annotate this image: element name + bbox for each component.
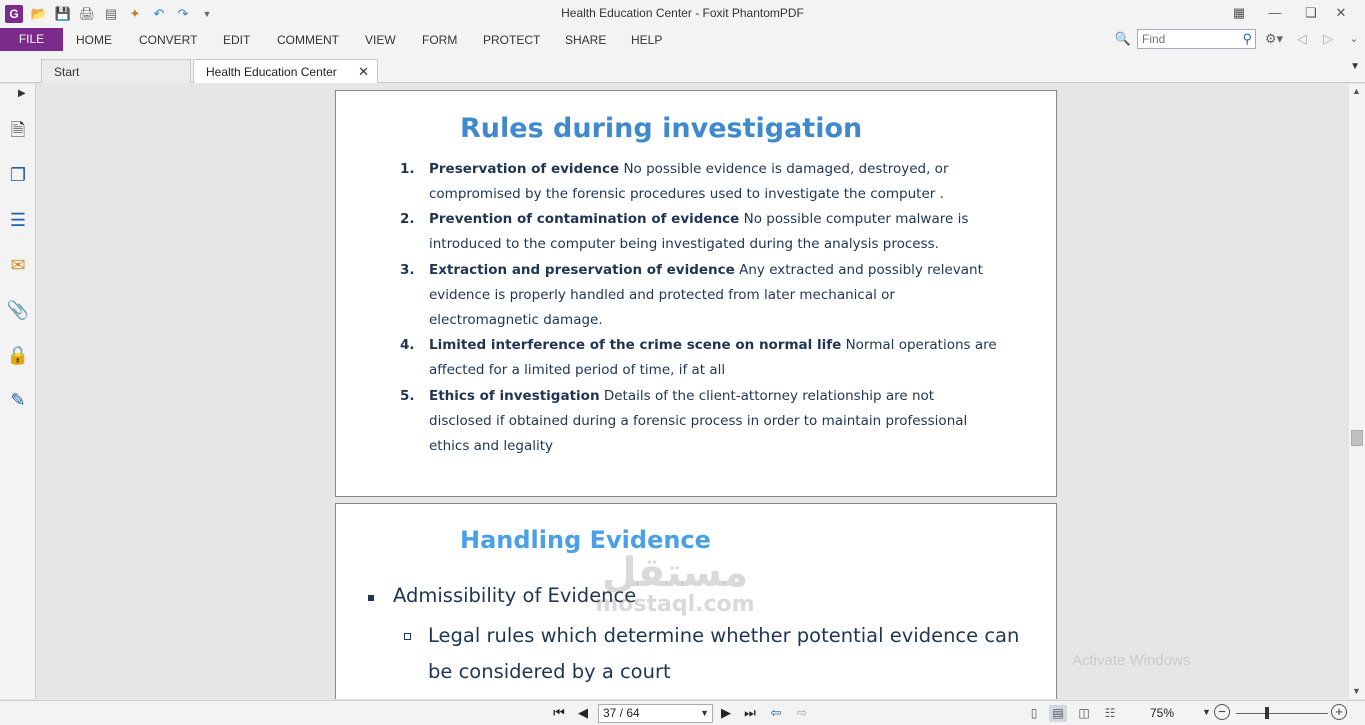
page-number-field[interactable] (598, 704, 713, 723)
zoom-level[interactable]: 75% (1150, 706, 1175, 720)
tab-form[interactable]: FORM (422, 33, 458, 47)
back-icon[interactable]: ◁ (1297, 31, 1307, 46)
rule-heading: Preservation of evidence (429, 161, 620, 177)
rule-item (400, 258, 1000, 333)
facing-pages-icon[interactable]: ◫ (1078, 706, 1090, 720)
rule-heading: Limited interference of the crime scene on normal life (429, 337, 842, 353)
rule-text: No possible computer malware is introduced to the computer being investigated during the analysis process. (429, 211, 969, 252)
zoom-out-icon[interactable]: − (1214, 704, 1230, 720)
window-title: Health Education Center - Foxit PhantomPDF (561, 6, 804, 20)
rule-heading: Ethics of investigation (429, 388, 600, 404)
folder-search-icon[interactable]: 🔍 (1114, 31, 1132, 46)
page-dropdown-icon[interactable]: ▼ (700, 708, 709, 718)
rule-number: 5. (400, 388, 415, 404)
navigation-panel (0, 84, 36, 699)
signature-icon[interactable]: ✎ (10, 390, 26, 410)
app-logo[interactable]: G (5, 5, 23, 23)
tab-help[interactable]: HELP (631, 33, 663, 47)
tab-home[interactable]: HOME (76, 33, 112, 47)
file-tab[interactable]: FILE (0, 28, 63, 51)
previous-page-icon[interactable]: ◀ (578, 705, 588, 720)
save-icon[interactable]: 💾 (54, 6, 72, 21)
page-title: Rules during investigation (460, 113, 863, 144)
create-icon[interactable]: ✦ (129, 6, 141, 21)
title-bar (0, 0, 1365, 28)
rule-number: 2. (400, 211, 415, 227)
layers-icon[interactable]: ☰ (9, 210, 27, 230)
sub-bullet-item (404, 618, 1024, 690)
tab-list-arrow-icon[interactable]: ▼ (1350, 61, 1360, 72)
watermark (560, 552, 790, 616)
page-thumbnails-icon[interactable]: 🗎 (10, 120, 26, 140)
ribbon-toggle-icon[interactable]: ⌄ (1349, 33, 1359, 45)
last-page-icon[interactable]: ⏭ (744, 705, 756, 720)
zoom-in-icon[interactable]: + (1331, 704, 1347, 720)
next-page-icon[interactable]: ▶ (721, 705, 731, 720)
tab-document-label: Health Education Center (206, 65, 337, 79)
rule-text: Normal operations are affected for a limited period of time, if at all (429, 337, 997, 378)
rule-item (400, 384, 1000, 459)
ribbon-menu (0, 28, 1365, 53)
rule-item (400, 333, 1000, 383)
document-tab-bar (0, 53, 1365, 83)
tab-start[interactable] (41, 59, 191, 83)
next-view-icon[interactable]: ⇨ (796, 705, 808, 720)
fullscreen-icon[interactable]: ▦ (1232, 5, 1246, 20)
rule-item (400, 207, 1000, 257)
status-bar (0, 700, 1365, 725)
page-title: Handling Evidence (460, 526, 711, 554)
rule-text: Any extracted and possibly relevant evidence is properly handled and protected from later mechanical or electromagnetic damage. (429, 262, 983, 328)
scroll-thumb[interactable] (1351, 430, 1363, 446)
tab-comment[interactable]: COMMENT (277, 33, 339, 47)
attachments-icon[interactable]: 📎 (6, 300, 30, 320)
hollow-square-bullet-icon (404, 633, 411, 640)
tab-document[interactable] (193, 59, 378, 83)
continuous-page-icon[interactable]: ▤ (1049, 705, 1067, 722)
forward-icon[interactable]: ▷ (1323, 31, 1333, 46)
close-icon[interactable]: ✕ (1335, 5, 1347, 20)
tab-convert[interactable]: CONVERT (139, 33, 198, 47)
close-tab-icon[interactable]: ✕ (358, 64, 369, 79)
vertical-scrollbar[interactable] (1349, 84, 1365, 699)
expand-panel-icon[interactable]: ▶ (18, 88, 26, 99)
rule-heading: Extraction and preservation of evidence (429, 262, 735, 278)
undo-icon[interactable]: ↶ (153, 6, 165, 21)
watermark-latin: mostaql.com (595, 592, 755, 617)
scroll-down-icon[interactable]: ▼ (1352, 686, 1361, 696)
scroll-up-icon[interactable]: ▲ (1352, 86, 1361, 96)
rule-number: 1. (400, 161, 415, 177)
first-page-icon[interactable]: ⏮ (553, 705, 565, 720)
single-page-icon[interactable]: ▯ (1030, 706, 1038, 720)
find-box[interactable] (1137, 29, 1256, 49)
customize-icon[interactable]: ▼ (202, 9, 212, 19)
previous-view-icon[interactable]: ⇦ (770, 705, 782, 720)
square-bullet-icon (368, 595, 374, 601)
scan-icon[interactable]: ▤ (104, 6, 118, 21)
activate-windows-overlay: Activate Windows (1072, 652, 1191, 669)
search-input[interactable] (1138, 30, 1234, 48)
settings-icon[interactable]: ⚙▾ (1264, 31, 1284, 46)
rule-text: Details of the client-attorney relationship are not disclosed if obtained during a forensic process in order to maintain professional ethics and legality (429, 388, 968, 454)
zoom-slider[interactable] (1236, 713, 1328, 714)
tab-share[interactable]: SHARE (565, 33, 607, 47)
rule-text: No possible evidence is damaged, destroyed, or compromised by the forensic procedures used to investigate the computer . (429, 161, 949, 202)
sub-bullet-text: Legal rules which determine whether potential evidence can be considered by a court (428, 624, 1020, 683)
continuous-facing-icon[interactable]: ☷ (1104, 706, 1116, 720)
bullet-text: Admissibility of Evidence (393, 584, 637, 607)
security-lock-icon[interactable]: 🔒 (6, 345, 30, 365)
pdf-page (335, 90, 1057, 497)
watermark-arabic: مستقل (601, 550, 749, 596)
tab-edit[interactable]: EDIT (223, 33, 251, 47)
page-indicator: 37 / 64 (603, 706, 640, 720)
search-icon[interactable]: ⚲ (1242, 31, 1252, 46)
zoom-dropdown-icon[interactable]: ▼ (1202, 707, 1211, 717)
comments-icon[interactable]: ✉ (10, 255, 26, 275)
tab-view[interactable]: VIEW (365, 33, 396, 47)
tab-protect[interactable]: PROTECT (483, 33, 541, 47)
rule-item (400, 157, 1000, 207)
redo-icon[interactable]: ↷ (177, 6, 189, 21)
zoom-slider-thumb[interactable] (1265, 707, 1269, 719)
rule-number: 4. (400, 337, 415, 353)
tab-start-label: Start (54, 65, 80, 79)
minimize-icon[interactable]: — (1268, 5, 1282, 20)
pages-icon[interactable]: ❐ (9, 165, 27, 185)
rule-number: 3. (400, 262, 415, 278)
open-icon[interactable]: 📂 (30, 6, 48, 21)
restore-icon[interactable]: ❏ (1305, 5, 1317, 20)
print-icon[interactable]: 🖨 (78, 6, 96, 21)
rule-heading: Prevention of contamination of evidence (429, 211, 740, 227)
